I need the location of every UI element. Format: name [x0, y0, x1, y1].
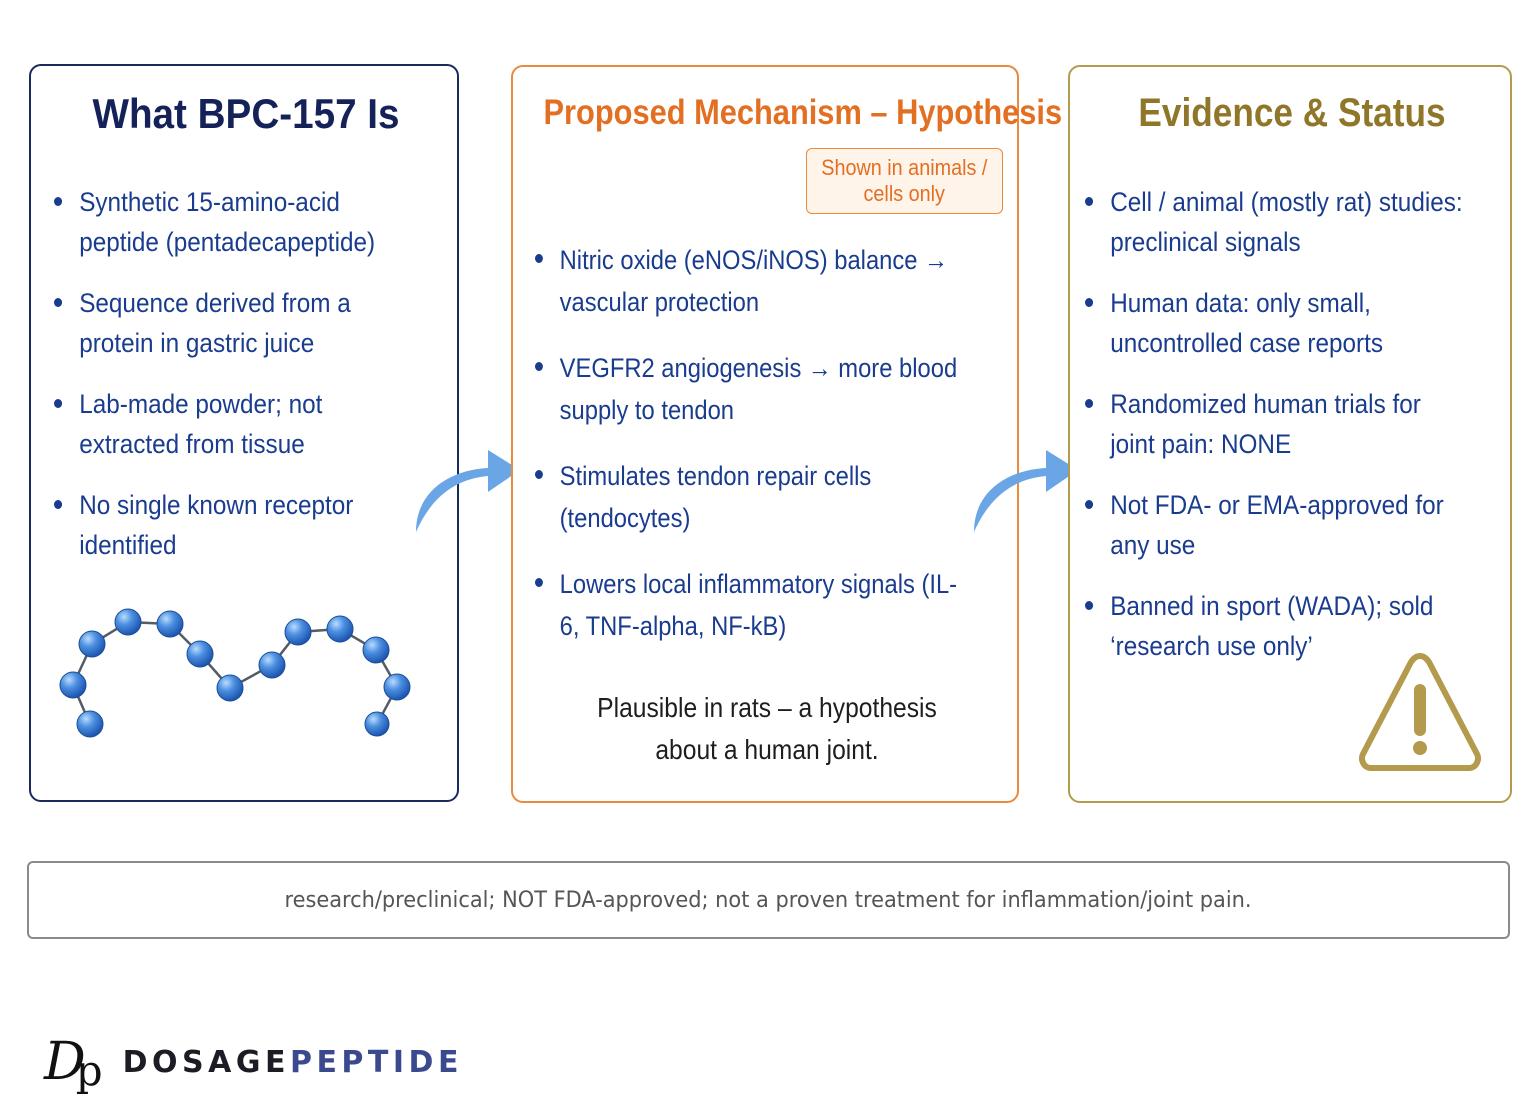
summary-line: about a human joint.	[655, 734, 879, 765]
brand-name-light: PEPTIDE	[289, 1044, 463, 1080]
bullet-list	[54, 182, 454, 586]
brand-name-dark: DOSAGE	[122, 1044, 290, 1080]
brand-logo	[44, 1032, 463, 1095]
list-item: Randomized human trials for joint pain: NONE	[1085, 384, 1468, 464]
list-item: Banned in sport (WADA); sold ‘research use only’	[1085, 586, 1468, 666]
list-item: VEGFR2 angiogenesis → more blood supply to tendon	[535, 347, 957, 431]
list-item: Nitric oxide (eNOS/iNOS) balance → vascular protection	[535, 239, 957, 323]
panel-title: Evidence & Status	[1138, 91, 1446, 135]
list-item: Synthetic 15-amino-acid peptide (pentadecapeptide)	[54, 182, 414, 262]
warning-triangle-icon	[1356, 650, 1484, 775]
disclaimer-text: research/preclinical; NOT FDA-approved; not a proven treatment for inflammation/joint pain.	[284, 887, 1253, 913]
list-item: Cell / animal (mostly rat) studies: preclinical signals	[1085, 182, 1468, 262]
list-item: No single known receptor identified	[54, 485, 414, 565]
bullet-list	[1085, 182, 1511, 687]
list-item: Lab-made powder; not extracted from tissue	[54, 384, 414, 464]
brand-name	[123, 1045, 463, 1080]
badge-line: cells only	[863, 181, 946, 206]
mechanism-summary	[513, 687, 1021, 771]
dp-logo-mark: Dp	[44, 1032, 93, 1095]
bullet-list	[535, 239, 1015, 671]
summary-line: Plausible in rats – a hypothesis	[597, 692, 937, 723]
panel-title: What BPC-157 Is	[92, 90, 400, 137]
list-item: Human data: only small, uncontrolled case reports	[1085, 283, 1468, 363]
evidence-badge	[806, 148, 1003, 214]
badge-line: Shown in animals /	[821, 155, 988, 180]
panel-proposed-mechanism	[511, 65, 1063, 803]
panel-title: Proposed Mechanism – Hypothesis	[543, 93, 1063, 132]
list-item: Sequence derived from a protein in gastric juice	[54, 283, 414, 363]
peptide-chain-icon	[40, 590, 430, 750]
list-item: Stimulates tendon repair cells (tendocytes)	[535, 455, 957, 539]
list-item: Lowers local inflammatory signals (IL-6, TNF-alpha, NF-kB)	[535, 563, 957, 647]
disclaimer-box	[27, 861, 1510, 939]
list-item: Not FDA- or EMA-approved for any use	[1085, 485, 1468, 565]
